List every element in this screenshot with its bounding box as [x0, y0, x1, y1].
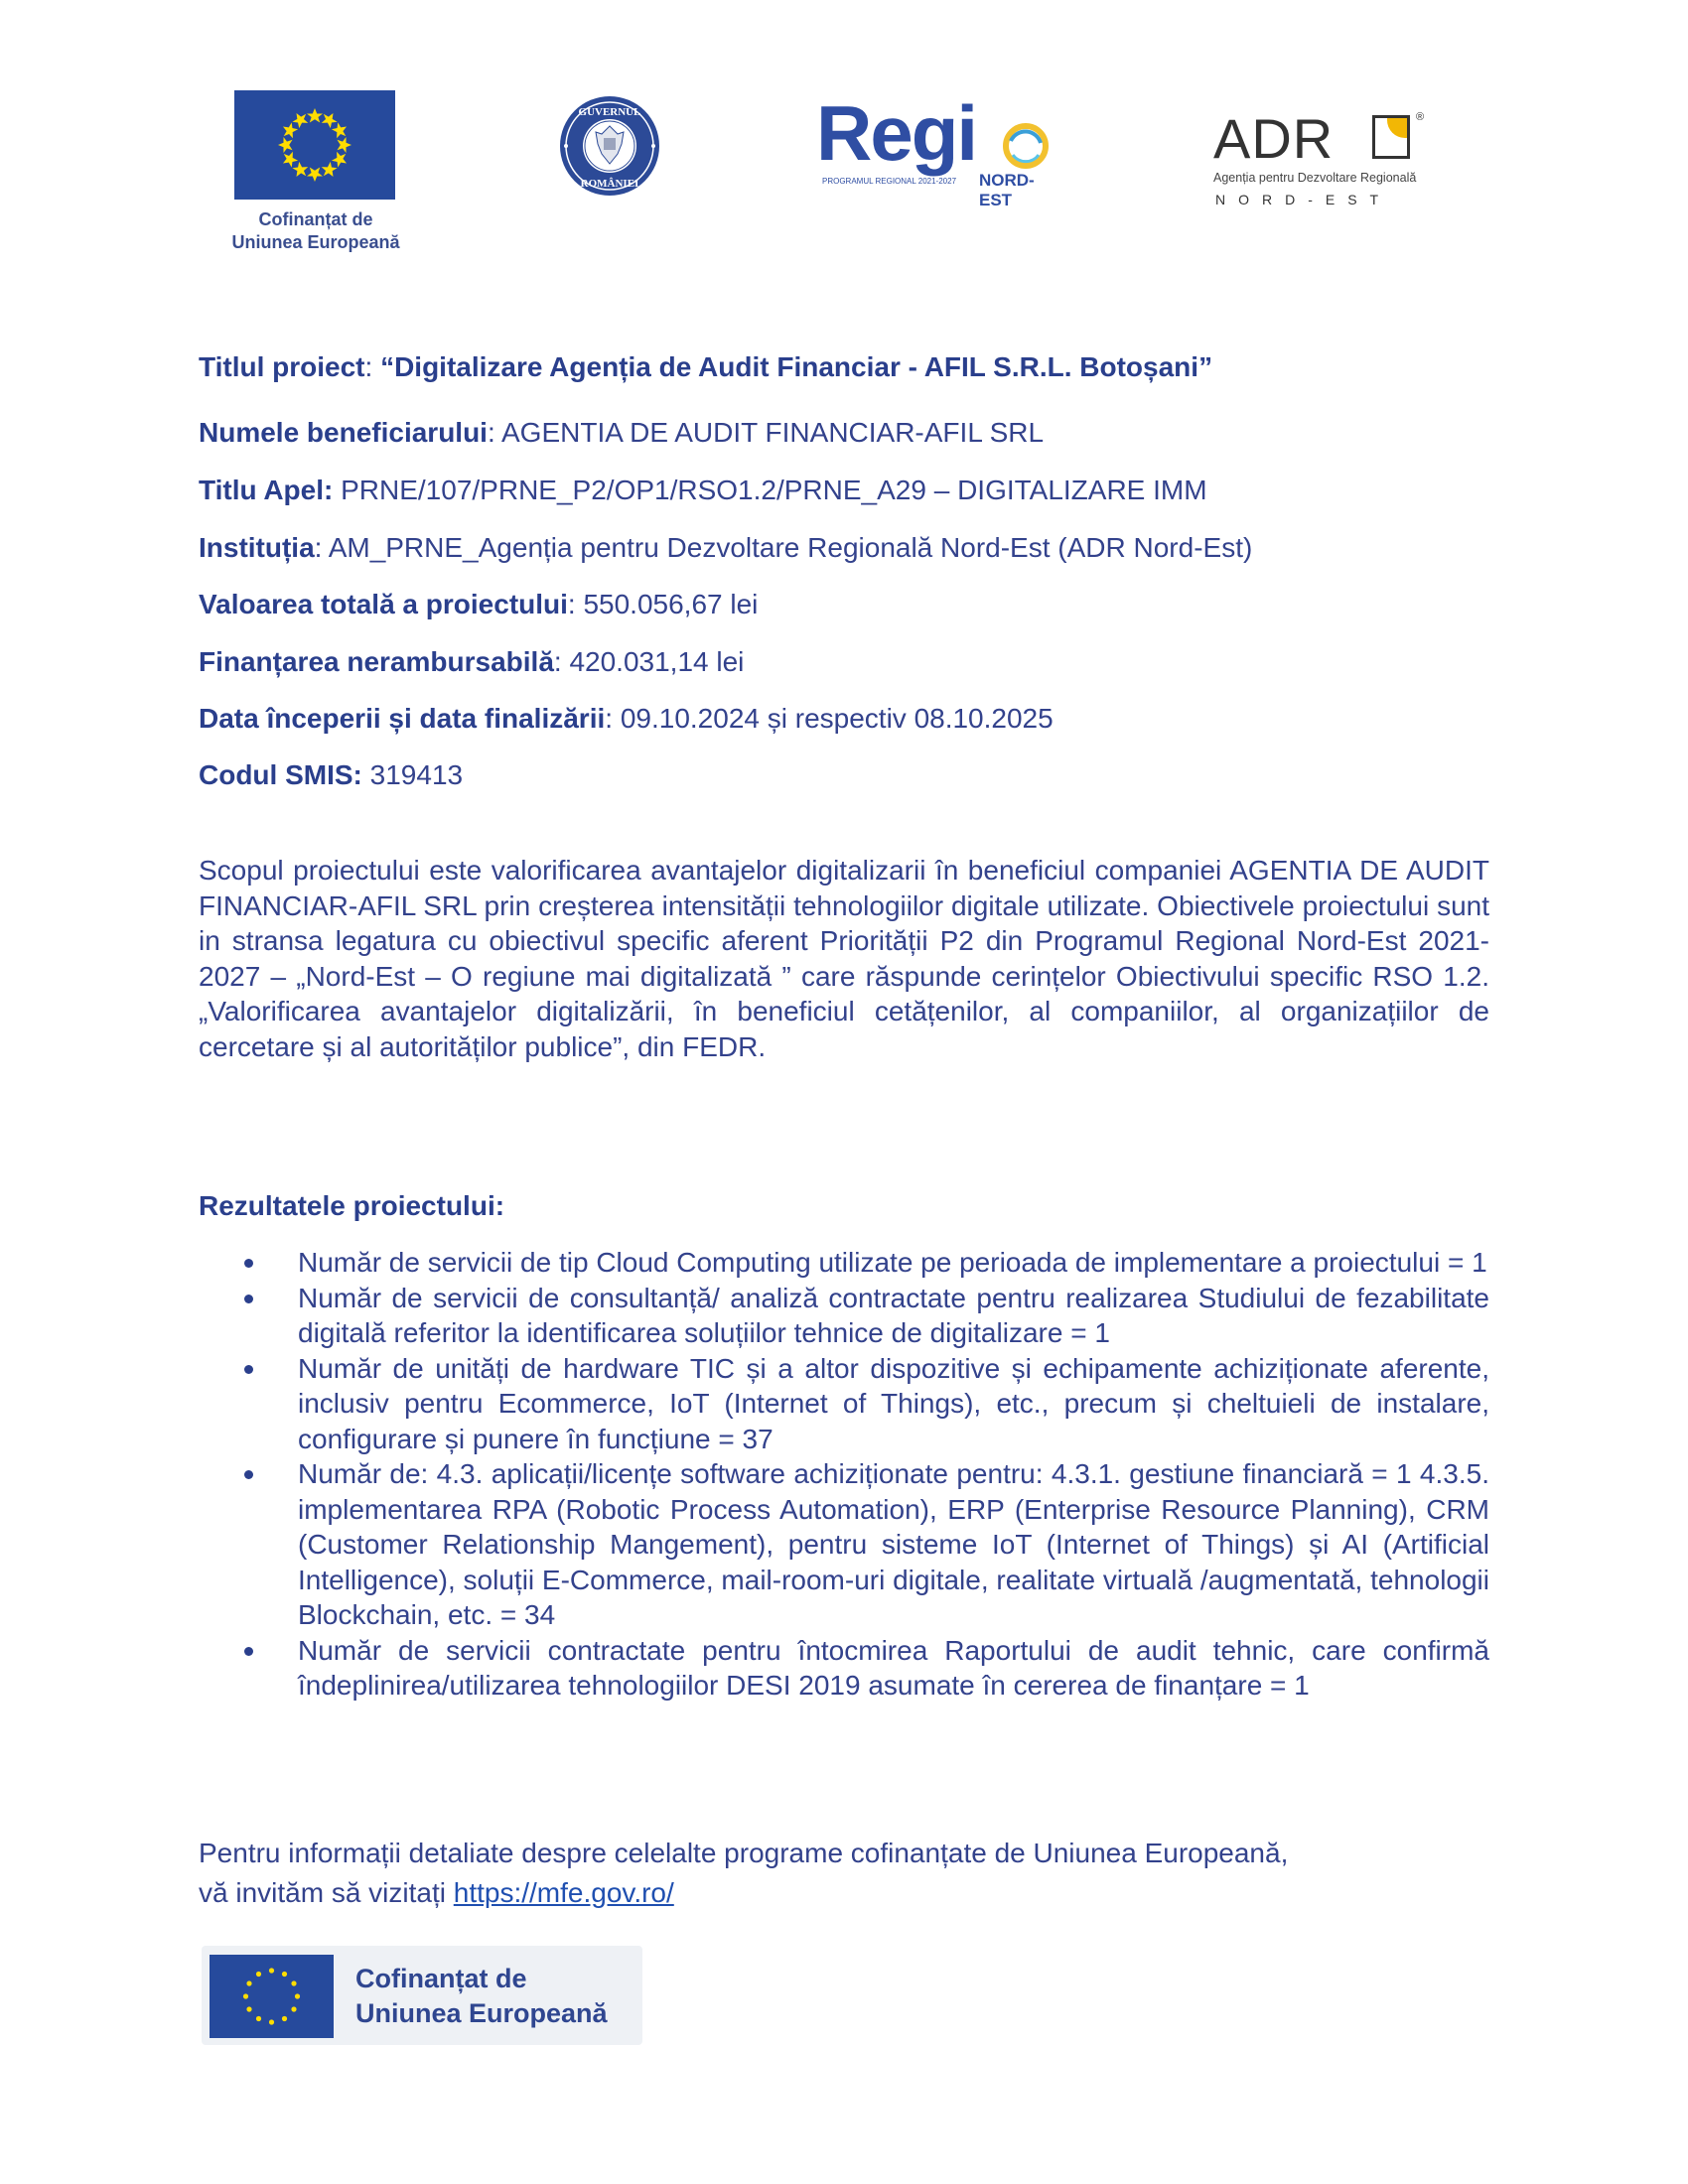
beneficiary-value: AGENTIA DE AUDIT FINANCIAR-AFIL SRL [500, 417, 1045, 448]
field-separator: : [553, 646, 570, 677]
result-text: Număr de servicii de tip Cloud Computing utilizate pe perioada de implementare a proiectului = 1 [298, 1247, 1487, 1278]
field-label: Finanțarea nerambursabilă [199, 646, 554, 677]
dates-value: 09.10.2024 și respectiv 08.10.2025 [620, 703, 1054, 734]
result-item [199, 1351, 1489, 1457]
guvernul-romaniei-seal-icon [558, 94, 661, 198]
grant-amount: 420.031,14 lei [569, 646, 745, 677]
eu-flag-icon [234, 90, 395, 200]
mfe-link[interactable]: https://mfe.gov.ro/ [453, 1877, 674, 1908]
smis-code-field [199, 757, 463, 793]
field-separator [362, 759, 370, 790]
result-text: Număr de: 4.3. aplicații/licențe software achiziționate pentru: 4.3.1. gestiune financiară = 1 4.3.5. implementarea RPA (Robotic Process Automation), ERP (Enterprise Resource Planning), CRM (Customer Relationship Mangement), pentru sisteme IoT (Internet of Things) și AI (Artificial Intelligence), soluții E-Commerce, mail-room-uri digitale, realitate virtuală /augmentată, tehnologii Blockchain, etc. = 34 [298, 1458, 1489, 1630]
field-separator: : [567, 589, 584, 619]
results-list [199, 1245, 1489, 1704]
field-label: Valoarea totală a proiectului [199, 589, 568, 619]
footer-text-line1: Pentru informații detaliate despre celelalte programe cofinanțate de Uniunea Europeană, [199, 1838, 1289, 1868]
field-separator: : [487, 417, 501, 448]
total-value-amount: 550.056,67 lei [583, 589, 759, 619]
eu-caption-line1: Cofinanțat de [258, 209, 373, 229]
footer-info [199, 1834, 1489, 1913]
regio-region-text: NORD-EST [979, 171, 1035, 209]
total-value-field [199, 587, 758, 622]
field-separator: : [364, 351, 381, 382]
dates-field [199, 701, 1054, 737]
bullet-icon [244, 1259, 253, 1268]
bullet-icon [244, 1647, 253, 1656]
field-label: Titlu Apel: [199, 475, 334, 505]
footer-text-line2: vă invităm să vizitați [199, 1877, 454, 1908]
field-label: Instituția [199, 532, 315, 563]
result-text: Număr de servicii de consultanță/ analiză contractate pentru realizarea Studiului de fezabilitate digitală referitor la identificarea soluțiilor tehnice de digitalizare = 1 [298, 1282, 1489, 1348]
project-purpose-paragraph: Scopul proiectului este valorificarea avantajelor digitalizarii în beneficiul companiei AGENTIA DE AUDIT FINANCIAR-AFIL SRL prin creșterea intensității tehnologiilor digitale utilizate. Obiectivele proiectului sunt in stransa legatura cu obiectivul specific aferent Priorității P2 din Programul Regional Nord-Est 2021-2027 – „Nord-Est – O regiune mai digitalizată ” care răspunde cerințelor Obiectivului specific RSO 1.2. „Valorificarea avantajelor digitalizării, în beneficiul cetățenilor, al companiilor, al organizațiilor de cercetare și al autorităților publice”, din FEDR. [199, 855, 1489, 1062]
result-text: Număr de servicii contractate pentru întocmirea Raportului de audit tehnic, care confirmă îndeplinirea/utilizarea tehnologiilor DESI 2019 asumate în cererea de finanțare = 1 [298, 1634, 1489, 1701]
adr-nord-est-logo [1213, 107, 1442, 220]
smis-code-value: 319413 [369, 759, 464, 790]
eu-banner-text [355, 1962, 608, 2031]
result-item [199, 1456, 1489, 1633]
bullet-icon [244, 1295, 253, 1303]
regio-ring-icon [1001, 121, 1051, 171]
adr-region: NORD-EST [1215, 192, 1392, 207]
eu-banner-line2: Uniunea Europeană [355, 1998, 608, 2028]
adr-wordmark: ADR [1213, 107, 1335, 170]
result-item [199, 1281, 1489, 1351]
field-separator: : [605, 703, 621, 734]
field-separator: : [314, 532, 329, 563]
eu-cofinanced-caption [209, 208, 423, 254]
call-title-field [199, 473, 1207, 508]
eu-cofinanced-banner [202, 1946, 642, 2045]
field-label: Data începerii și data finalizării [199, 703, 606, 734]
field-separator [333, 475, 341, 505]
result-item [199, 1245, 1489, 1281]
adr-square-icon [1372, 115, 1410, 159]
bullet-icon [244, 1365, 253, 1374]
result-text: Număr de unități de hardware TIC și a altor dispozitive și echipamente achiziționate aferente, inclusiv pentru Ecommerce, IoT (Internet of Things), etc., precum și cheltuieli de instalare, configurare și punere în funcțiune = 37 [298, 1352, 1489, 1454]
results-heading: Rezultatele proiectului: [199, 1190, 505, 1221]
regio-nord-est-logo [816, 89, 1064, 209]
eu-banner-line1: Cofinanțat de [355, 1964, 527, 1993]
field-label: Titlul proiect [199, 351, 365, 382]
grant-field [199, 644, 744, 680]
bullet-icon [244, 1470, 253, 1479]
eu-caption-line2: Uniunea Europeană [231, 232, 400, 252]
adr-subtitle: Agenția pentru Dezvoltare Regională [1213, 171, 1417, 185]
adr-registered-mark: ® [1416, 111, 1425, 123]
result-item [199, 1633, 1489, 1704]
call-title-value: PRNE/107/PRNE_P2/OP1/RSO1.2/PRNE_A29 – DIGITALIZARE IMM [341, 475, 1207, 505]
field-label: Numele beneficiarului [199, 417, 488, 448]
regio-wordmark: Regi [816, 89, 977, 177]
beneficiary-field [199, 415, 1044, 451]
regio-program-text: PROGRAMUL REGIONAL 2021-2027 [822, 177, 957, 186]
field-label: Codul SMIS: [199, 759, 362, 790]
eu-flag-icon [210, 1955, 334, 2038]
project-title-value: “Digitalizare Agenția de Audit Financiar - AFIL S.R.L. Botoșani” [380, 351, 1213, 382]
header-logos [0, 0, 1688, 278]
project-title-field [199, 349, 1212, 385]
svg-text:ROMÂNIEI: ROMÂNIEI [580, 178, 639, 190]
svg-text:GUVERNUL: GUVERNUL [578, 106, 641, 118]
institution-value: AM_PRNE_Agenția pentru Dezvoltare Regională Nord-Est (ADR Nord-Est) [328, 532, 1253, 563]
institution-field [199, 530, 1252, 566]
